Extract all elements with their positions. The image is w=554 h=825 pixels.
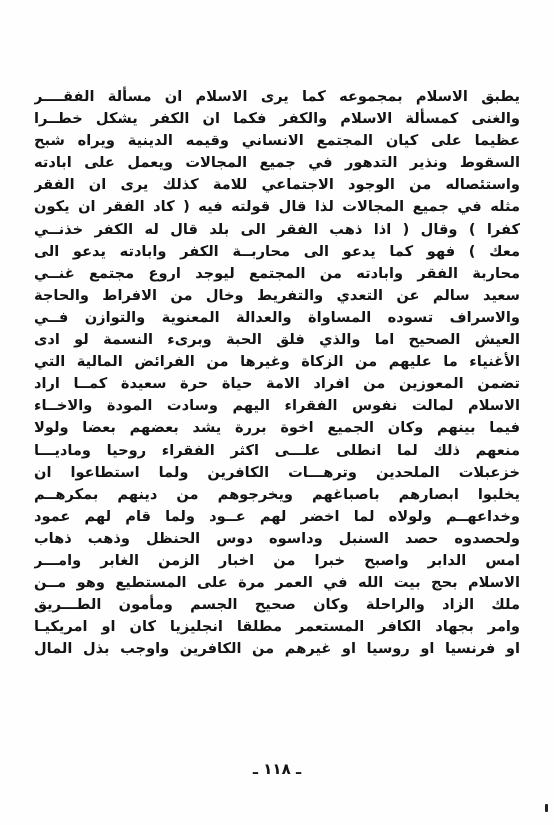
text-line: تضمن المعوزين من افراد الامة حياة حرة سعيدة كمــا اراد [34,375,520,393]
text-line: امس الدابر واصبح خبرا من اخبار الزمن الغابر وامـــر [34,551,520,569]
text-line: العيش الصحيح اما والذي فلق الحبة وبرىء النسمة لو ادى [34,331,520,349]
text-line: خزعبلات الملحدين وترهـــات الكافرين ولما استطاعوا ان [34,463,520,481]
text-line: يطبق الاسلام بمجموعه كما يرى الاسلام ان مسألة الفقــــر [34,88,520,105]
text-line: منعهم ذلك لما انطلى علـــى اكثر الفقراء روحيا وماديـــا [34,441,520,459]
body-text [34,86,520,660]
page-number: ـ ١١٨ ـ [252,760,302,778]
text-line: معك ) فهو كما يدعو الى محاربــة الكفر وابادته يدعو الى [34,242,520,260]
text-line: السقوط ونذير التدهور في جميع المجالات ويعمل على ابادته [34,154,520,172]
text-line: عظيما على كيان المجتمع الانساني وقيمه الدينية ويراه شبح [34,132,520,150]
text-line: وخداعهــم ولولاه لما اخضر لهم عــود ولما قام لهم عمود [34,507,520,525]
text-line: فيما بينهم وكان الجميع اخوة بررة يشد بعضهم بعضا ولولا [34,419,520,437]
text-line: كفرا ) وقال ( اذا ذهب الفقر الى بلد قال له الكفر خذنــي [34,220,520,238]
text-line: ملك الزاد والراحلة وكان صحيح الجسم ومأمون الطـــريق [34,596,520,614]
text-line: واستئصاله من الوجود الاجتماعي للامة كذلك يرى ان الفقر [34,176,520,194]
text-line: سعيد سالم عن التعدي والتفريط وخال من الافراط والحاجة [34,286,520,304]
scan-speck [545,804,548,812]
text-line: او فرنسيا او روسيا او غيرهم من الكافرين واوجب بذل المال [34,640,520,658]
text-line: والاسراف تسوده المساواة والعدالة المعنوية والتوازن فــي [34,308,520,326]
text-line: محاربة الفقر وابادته من المجتمع ليوجد اروع مجتمع غنــي [34,264,520,282]
text-line: ولحصدوه حصد السنبل وداسوه دوس الحنظل وذهب ذهاب [34,529,520,547]
text-line: والغنى كمسألة الاسلام والكفر فكما ان الكفر يشكل خطــرا [34,110,520,128]
text-line: مثله في جميع المجالات لذا قال قولته فيه ( كاد الفقر ان يكون [34,198,520,216]
text-line: الاسلام لمالت نفوس الفقراء اليهم وسادت المودة والاخــاء [34,397,520,415]
text-line: يخلبوا ابصارهم باصباغهم ويخرجوهم من دينهم بمكرهــم [34,485,520,503]
text-line: الاسلام بحج بيت الله في العمر مرة على المستطيع وهو مــن [34,574,520,592]
text-line: وامر بجهاد الكافر المستعمر مطلقا انجليزيا كان او امريكيـا [34,618,520,636]
text-line: الأغنياء ما عليهم من الزكاة وغيرها من الفرائض المالية التي [34,353,520,371]
